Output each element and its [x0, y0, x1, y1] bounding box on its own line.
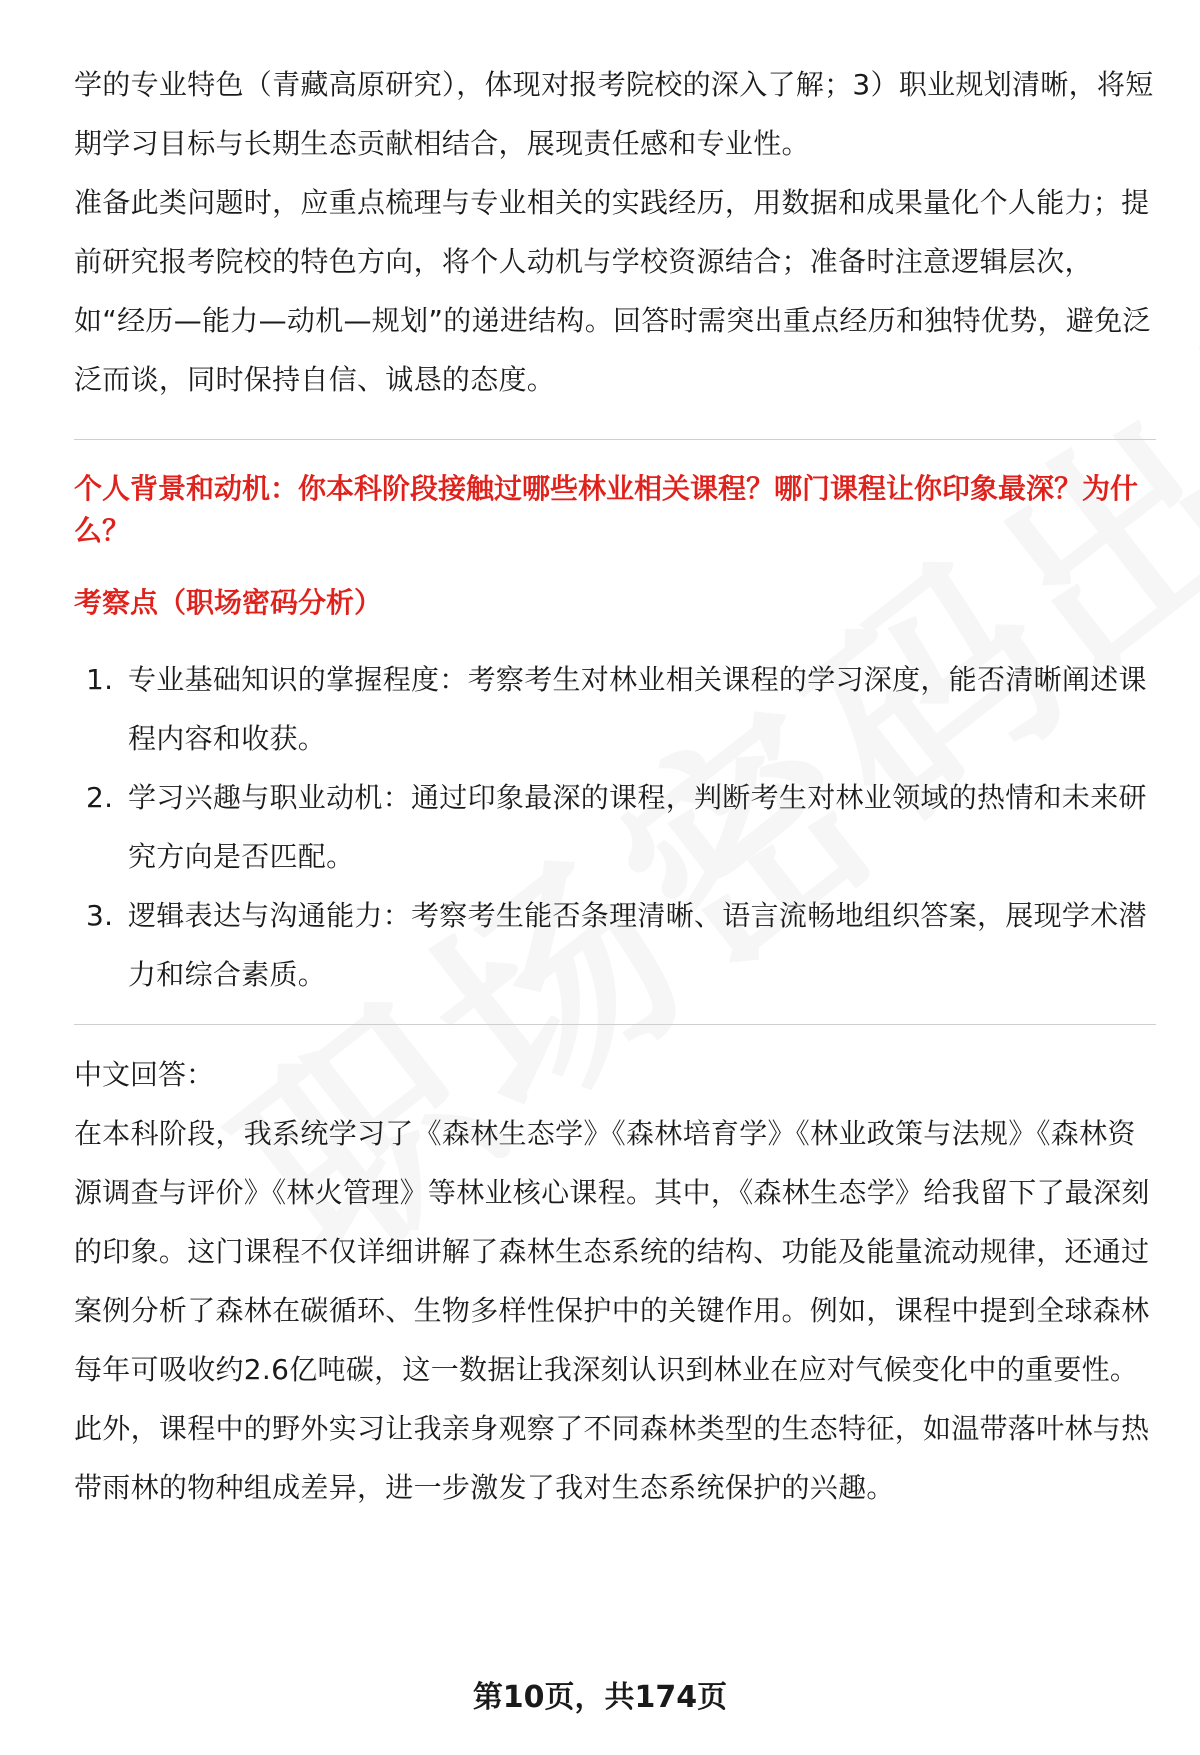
answer-paragraph: 在本科阶段，我系统学习了《森林生态学》《森林培育学》《林业政策与法规》《森林资源调查与评价》《林火管理》等林业核心课程。其中，《森林生态学》给我留下了最深刻的印象。这门课程不仅详细讲解了森林生态系统的结构、功能及能量流动规律，还通过案例分析了森林在碳循环、生物多样性保护中的关键作用。例如，课程中提到全球森林每年可吸收约2.6亿吨碳，这一数据让我深刻认识到林业在应对气候变化中的重要性。此外，课程中的野外实习让我亲身观察了不同森林类型的生态特征，如温带落叶林与热带雨林的物种组成差异，进一步激发了我对生态系统保护的兴趣。 — [74, 1117, 1150, 1504]
list-item-number: 3. — [86, 899, 114, 932]
question-heading: 个人背景和动机：你本科阶段接触过哪些林业相关课程？哪门课程让你印象最深？为什么？ — [74, 472, 1139, 547]
answer-label: 中文回答： — [74, 1058, 215, 1091]
list-item-text: 学习兴趣与职业动机：通过印象最深的课程，判断考生对林业领域的热情和未来研究方向是否匹配。 — [128, 781, 1147, 873]
list-item-text: 专业基础知识的掌握程度：考察考生对林业相关课程的学习深度，能否清晰阐述课程内容和收获。 — [128, 663, 1147, 755]
list-item-number: 2. — [86, 781, 114, 814]
document-page — [74, 55, 1156, 1517]
intro-paragraph-2: 准备此类问题时，应重点梳理与专业相关的实践经历，用数据和成果量化个人能力；提前研究报考院校的特色方向，将个人动机与学校资源结合；准备时注意逻辑层次，如“经历—能力—动机—规划”的递进结构。回答时需突出重点经历和独特优势，避免泛泛而谈，同时保持自信、诚恳的态度。 — [74, 186, 1151, 396]
list-item — [74, 768, 1156, 886]
page-footer: 第10页，共174页 — [472, 1680, 728, 1715]
list-item-text: 逻辑表达与沟通能力：考察考生能否条理清晰、语言流畅地组织答案，展现学术潜力和综合素质。 — [128, 899, 1147, 991]
list-item-number: 1. — [86, 663, 114, 696]
list-item — [74, 650, 1156, 768]
intro-paragraph-1: 学的专业特色（青藏高原研究），体现对报考院校的深入了解；3）职业规划清晰，将短期学习目标与长期生态贡献相结合，展现责任感和专业性。 — [74, 68, 1154, 160]
assessment-label: 考察点（职场密码分析） — [74, 586, 383, 619]
assessment-list — [74, 650, 1156, 1004]
list-item — [74, 886, 1156, 1004]
